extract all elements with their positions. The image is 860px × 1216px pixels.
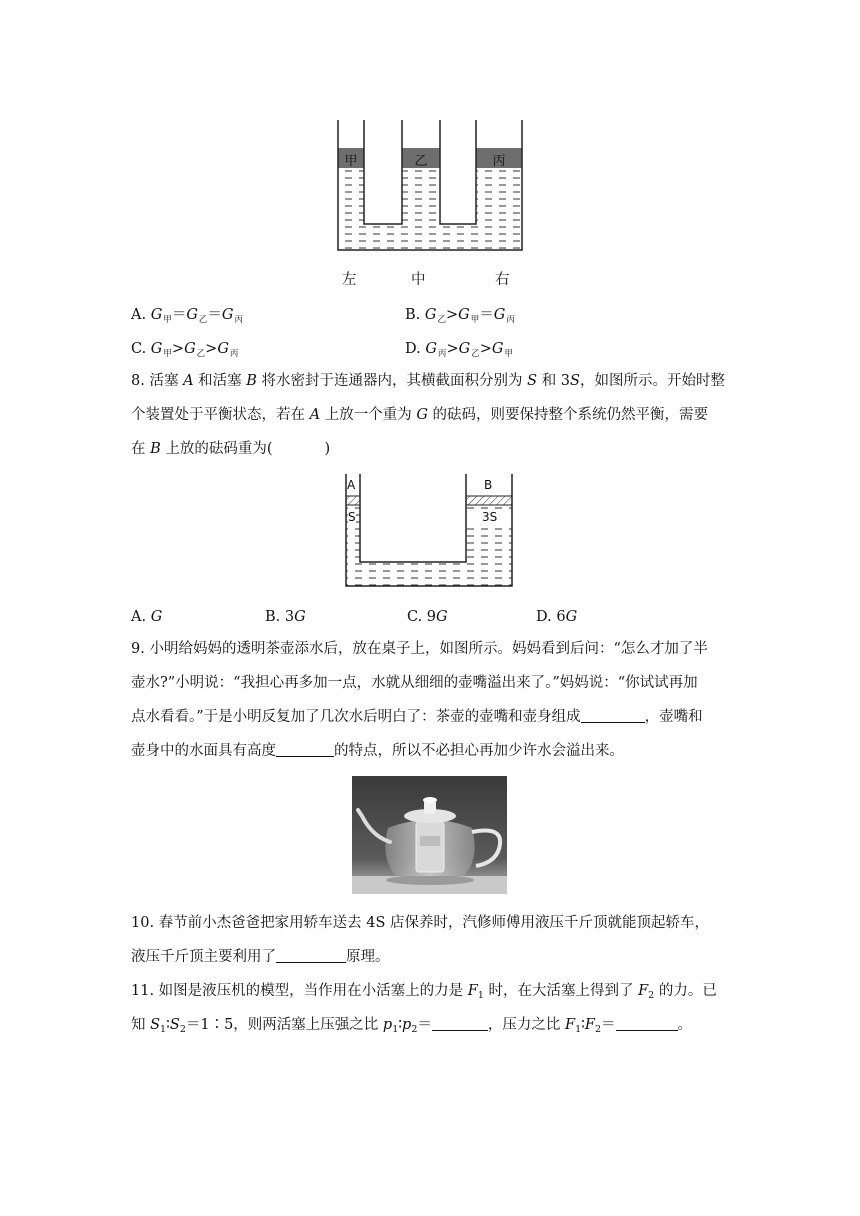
area-3s-label: 3S <box>482 510 498 524</box>
q9-line-4: 壶身中的水面具有高度 的特点，所以不必担心再加少许水会溢出来。 <box>131 743 624 759</box>
q7-option-a[interactable]: A. $G_甲=G_乙=G_丙$ <box>131 307 244 325</box>
q9-line-1: 9. 小明给妈妈的透明茶壶添水后，放在桌子上，如图所示。妈妈看到后问：“怎么才加了半 <box>131 641 708 657</box>
position-label-middle: 中 <box>411 272 426 288</box>
q9-blank-1[interactable] <box>581 707 645 723</box>
q8-option-d[interactable]: D. 6G <box>536 609 578 625</box>
q7-option-d[interactable]: D. $G_丙>G_乙>G_甲$ <box>405 341 513 359</box>
connected-vessel-figure <box>330 112 530 257</box>
q11-blank-1[interactable] <box>432 1015 488 1031</box>
q9-line-2: 壶水?”小明说：“我担心再多加一点，水就从细细的壶嘴溢出来了。”妈妈说：“你试试再加 <box>131 675 698 691</box>
q10-blank[interactable] <box>276 947 346 963</box>
q10-line-2: 液压千斤顶主要利用了 原理。 <box>131 949 390 965</box>
area-s-label: S <box>348 510 356 524</box>
teapot-photo <box>352 776 507 894</box>
tube-label-middle: 乙 <box>414 154 428 169</box>
q8-line-3: 在 B 上放的砝码重为( ) <box>131 441 331 457</box>
q8-line-1: 8. 活塞 A 和活塞 B 将水密封于连通器内，其横截面积分别为 S 和 3S，如图所示。开始时整 <box>131 373 725 389</box>
q10-line-1: 10. 春节前小杰爸爸把家用轿车送去 4S 店保养时，汽修师傅用液压千斤顶就能顶起轿车， <box>131 915 710 931</box>
tube-label-right: 丙 <box>492 154 506 169</box>
position-label-right: 右 <box>495 272 510 288</box>
q9-line-3: 点水看看。”于是小明反复加了几次水后明白了：茶壶的壶嘴和壶身组成 ，壶嘴和 <box>131 709 703 725</box>
q8-option-c[interactable]: C. 9G <box>407 609 448 625</box>
q11-blank-2[interactable] <box>616 1015 678 1031</box>
q8-option-b[interactable]: B. 3G <box>265 609 306 625</box>
piston-a-label: A <box>347 478 356 492</box>
piston-vessel-figure <box>340 470 520 590</box>
tube-label-left: 甲 <box>344 154 358 169</box>
q11-line-1: 11. 如图是液压机的模型，当作用在小活塞上的力是 $F_1$ 时，在大活塞上得到了 $F_2$ 的力。已 <box>131 983 717 1001</box>
q7-option-b[interactable]: B. $G_乙>G_甲=G_丙$ <box>405 307 515 325</box>
q9-blank-2[interactable] <box>276 741 334 757</box>
q8-option-a[interactable]: A. G <box>131 609 163 625</box>
piston-b-label: B <box>484 478 493 492</box>
q8-line-2: 个装置处于平衡状态，若在 A 上放一个重为 G 的砝码，则要保持整个系统仍然平衡，需要 <box>131 407 709 423</box>
q7-option-c[interactable]: C. $G_甲>G_乙>G_丙$ <box>131 341 239 359</box>
position-label-left: 左 <box>342 272 357 288</box>
q11-line-2: 知 $S_1∶S_2=1∶5$，则两活塞上压强之比 $p_1∶p_2=$ ，压力之比 $F_1∶F_2=$ 。 <box>131 1017 692 1035</box>
